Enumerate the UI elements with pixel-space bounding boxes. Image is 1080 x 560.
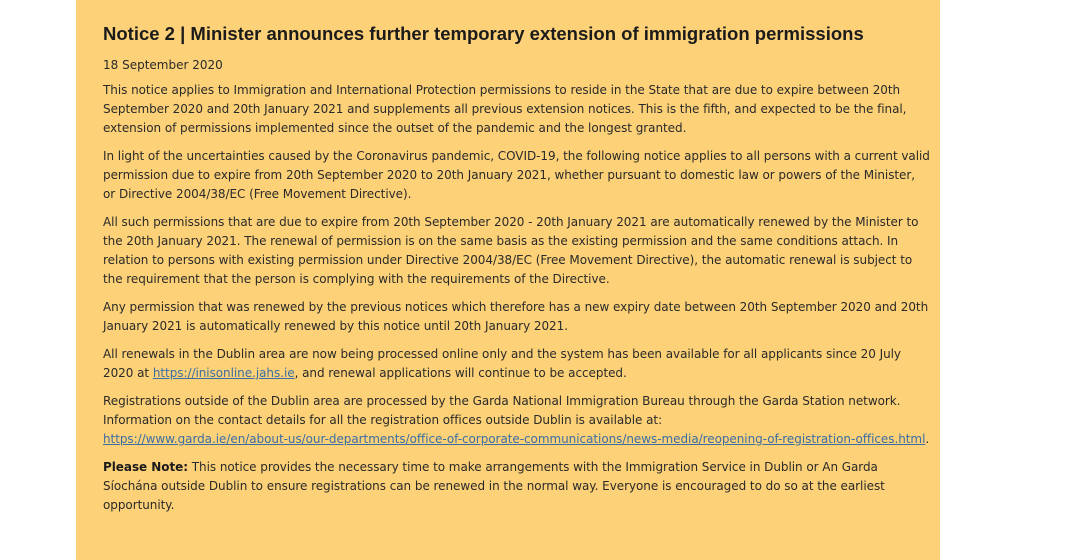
paragraph-previous-notices: Any permission that was renewed by the previous notices which therefore has a new expiry date between 20th September 2020 and 20th January 2021 is automatically renewed by this notice until 20th January 2021.	[103, 300, 929, 333]
dublin-online-text: All renewals in the Dublin area are now being processed online only and the system has been available for all applicants since 20 July 2020 at	[103, 347, 901, 380]
outside-dublin-text-after: .	[925, 432, 930, 446]
notice-date: 18 September 2020	[103, 58, 223, 72]
please-note-text: This notice provides the necessary time to make arrangements with the Immigration Service in Dublin or An Garda Síochána outside Dublin to ensure registrations can be renewed in the normal way. Everyone is encouraged to do so at the earliest opportunity.	[103, 460, 885, 512]
paragraph-renewal: All such permissions that are due to expire from 20th September 2020 - 20th January 2021 are automatically renewed by the Minister to the 20th January 2021. The renewal of permission is on the same basis as the existing permission and the same conditions attach. In relation to persons with existing permission under Directive 2004/38/EC (Free Movement Directive), the automatic renewal is subject to the requirement that the person is complying with the requirements of the Directive.	[103, 215, 919, 286]
paragraph-dublin-online	[103, 345, 930, 383]
paragraph-outside-dublin	[103, 392, 930, 449]
please-note-label: Please Note:	[103, 460, 188, 474]
notice-title: Notice 2 | Minister announces further temporary extension of immigration permissions	[103, 23, 864, 44]
outside-dublin-text: Registrations outside of the Dublin area are processed by the Garda National Immigration Bureau through the Garda Station network. Information on the contact details for all the registration offices outside Dublin is available at:	[103, 394, 901, 427]
notice-panel	[76, 0, 940, 560]
dublin-online-text-after: , and renewal applications will continue to be accepted.	[294, 366, 627, 380]
paragraph-covid: In light of the uncertainties caused by the Coronavirus pandemic, COVID-19, the following notice applies to all persons with a current valid permission due to expire from 20th September 2020 to 20th January 2021, whether pursuant to domestic law or powers of the Minister, or Directive 2004/38/EC (Free Movement Directive).	[103, 149, 930, 201]
paragraph-please-note	[103, 458, 930, 515]
garda-registration-offices-link[interactable]: https://www.garda.ie/en/about-us/our-departments/office-of-corporate-communications/news-media/reopening-of-registration-offices.html	[103, 432, 926, 446]
paragraph-scope: This notice applies to Immigration and International Protection permissions to reside in the State that are due to expire between 20th September 2020 and 20th January 2021 and supplements all previous extension notices. This is the fifth, and expected to be the final, extension of permissions implemented since the outset of the pandemic and the longest granted.	[103, 83, 907, 135]
inis-online-link[interactable]: https://inisonline.jahs.ie	[152, 366, 295, 380]
